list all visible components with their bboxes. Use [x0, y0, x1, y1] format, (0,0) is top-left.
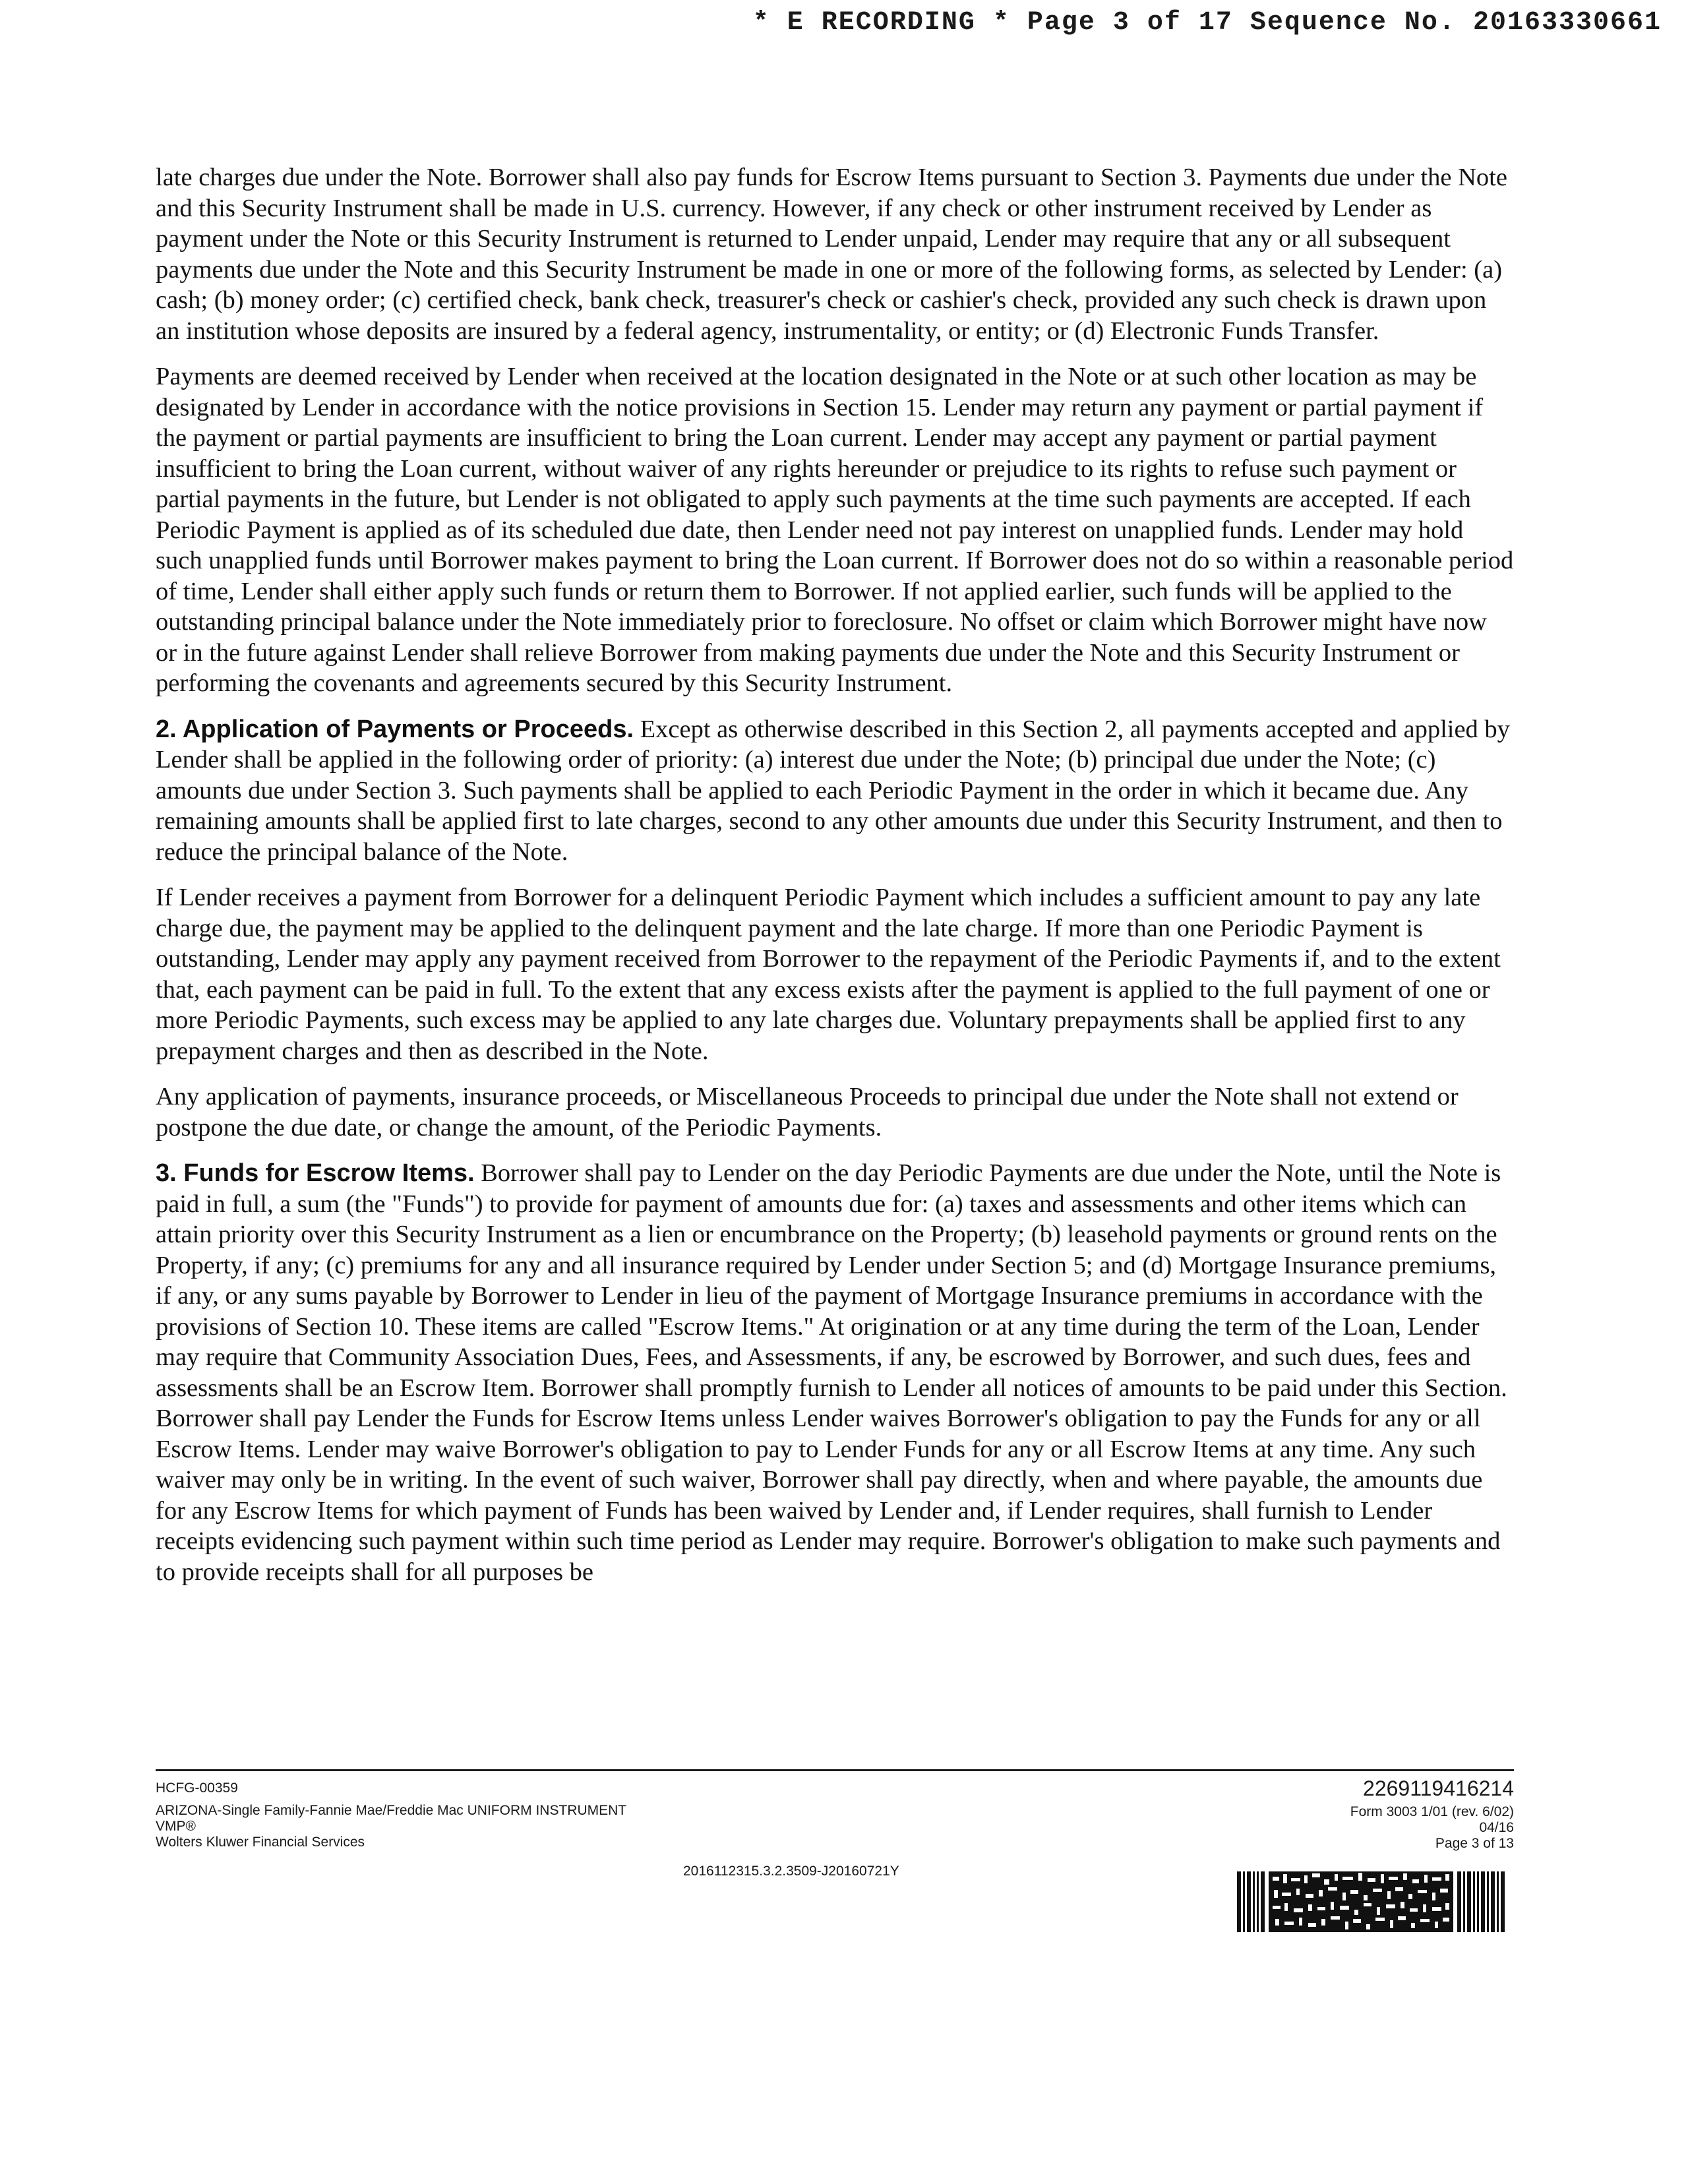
vendor-mark: VMP® — [156, 1819, 196, 1834]
form-title: ARIZONA-Single Family-Fannie Mae/Freddie Mac UNIFORM INSTRUMENT — [156, 1803, 627, 1818]
footer-left — [156, 1780, 947, 1850]
section-text: Borrower shall pay to Lender on the day Periodic Payments are due under the Note, until the Note is paid in full, a sum (the "Funds") to provide for payment of amounts due for: (a) taxes and assessments and other items which can attain priority over this Security Instrument as a lien or encumbrance on the Property; (b) leasehold payments or ground rents on the Property, if any; (c) premiums for any and all insurance required by Lender under Section 5; and (d) Mortgage Insurance premiums, if any, or any sums payable by Borrower to Lender in lieu of the payment of Mortgage Insurance premiums in accordance with the provisions of Section 10. These items are called "Escrow Items." At origination or at any time during the term of the Loan, Lender may require that Community Association Dues, Fees, and Assessments, if any, be escrowed by Borrower, and such dues, fees and assessments shall be an Escrow Item. Borrower shall promptly furnish to Lender all notices of amounts to be paid under this Section. Borrower shall pay Lender the Funds for Escrow Items unless Lender waives Borrower's obligation to pay the Funds for any or all Escrow Items. Lender may waive Borrower's obligation to pay to Lender Funds for any or all Escrow Items at any time. Any such waiver may only be in writing. In the event of such waiver, Borrower shall pay directly, when and where payable, the amounts due for any Escrow Items for which payment of Funds has been waived by Lender and, if Lender requires, shall furnish to Lender receipts evidencing such payment within such time period as Lender may require. Borrower's obligation to make such payments and to provide receipts shall for all purposes be — [156, 1159, 1507, 1586]
footer-right — [1052, 1776, 1514, 1852]
section-heading: 2. Application of Payments or Proceeds. — [156, 715, 634, 743]
page-indicator: Page 3 of 13 — [1435, 1836, 1514, 1851]
footer-divider — [156, 1769, 1514, 1771]
section-text: Except as otherwise described in this Section 2, all payments accepted and applied by Lender shall be applied in the following order of priority: (a) interest due under the Note; (b) principal due under the Note; (c) amounts due under Section 3. Such payments shall be applied to each Periodic Payment in the order in which it became due. Any remaining amounts shall be applied first to late charges, second to any other amounts due under this Security Instrument, and then to reduce the principal balance of the Note. — [156, 715, 1510, 866]
document-code: 2016112315.3.2.3509-J20160721Y — [683, 1864, 899, 1879]
document-body — [156, 162, 1514, 1602]
form-code: HCFG-00359 — [156, 1780, 238, 1796]
section-2 — [156, 714, 1514, 868]
paragraph: Any application of payments, insurance proceeds, or Miscellaneous Proceeds to principal due under the Note shall not extend or postpone the due date, or change the amount, of the Periodic Payments. — [156, 1083, 1459, 1141]
recording-banner: * E RECORDING * Page 3 of 17 Sequence No. 20163330661 — [752, 8, 1662, 38]
paragraph: late charges due under the Note. Borrower shall also pay funds for Escrow Items pursuant to Section 3. Payments due under the Note and this Security Instrument shall be made in U.S. currency. However, if any check or other instrument received by Lender as payment under the Note or this Security Instrument is returned to Lender unpaid, Lender may require that any or all subsequent payments due under the Note and this Security Instrument be made in one or more of the following forms, as selected by Lender: (a) cash; (b) money order; (c) certified check, bank check, treasurer's check or cashier's check, provided any such check is drawn upon an institution whose deposits are insured by a federal agency, instrumentality, or entity; or (d) Electronic Funds Transfer. — [156, 164, 1507, 345]
form-number: Form 3003 1/01 (rev. 6/02) — [1350, 1804, 1514, 1819]
loan-number: 2269119416214 — [1363, 1776, 1514, 1800]
paragraph: Payments are deemed received by Lender when received at the location designated in the Note or at such other location as may be designated by Lender in accordance with the notice provisions in Section 15. Lender may return any payment or partial payment if the payment or partial payments are insufficient to bring the Loan current. Lender may accept any payment or partial payment insufficient to bring the Loan current, without waiver of any rights hereunder or prejudice to its rights to refuse such payment or partial payments in the future, but Lender is not obligated to apply such payments at the time such payments are accepted. If each Periodic Payment is applied as of its scheduled due date, then Lender need not pay interest on unapplied funds. Lender may hold such unapplied funds until Borrower makes payment to bring the Loan current. If Borrower does not do so within a reasonable period of time, Lender shall either apply such funds or return them to Borrower. If not applied earlier, such funds will be applied to the outstanding principal balance under the Note immediately prior to foreclosure. No offset or claim which Borrower might have now or in the future against Lender shall relieve Borrower from making payments due under the Note and this Security Instrument or performing the covenants and agreements secured by this Security Instrument. — [156, 363, 1514, 697]
barcode — [1237, 1871, 1506, 1932]
revision-date: 04/16 — [1479, 1820, 1514, 1835]
section-heading: 3. Funds for Escrow Items. — [156, 1159, 475, 1187]
paragraph: If Lender receives a payment from Borrower for a delinquent Periodic Payment which includes a sufficient amount to pay any late charge due, the payment may be applied to the delinquent payment and the late charge. If more than one Periodic Payment is outstanding, Lender may apply any payment received from Borrower to the repayment of the Periodic Payments if, and to the extent that, each payment can be paid in full. To the extent that any excess exists after the payment is applied to the full payment of one or more Periodic Payments, such excess may be applied to any late charges due. Voluntary prepayments shall be applied first to any prepayment charges and then as described in the Note. — [156, 884, 1501, 1065]
section-3 — [156, 1158, 1514, 1587]
publisher: Wolters Kluwer Financial Services — [156, 1835, 365, 1850]
